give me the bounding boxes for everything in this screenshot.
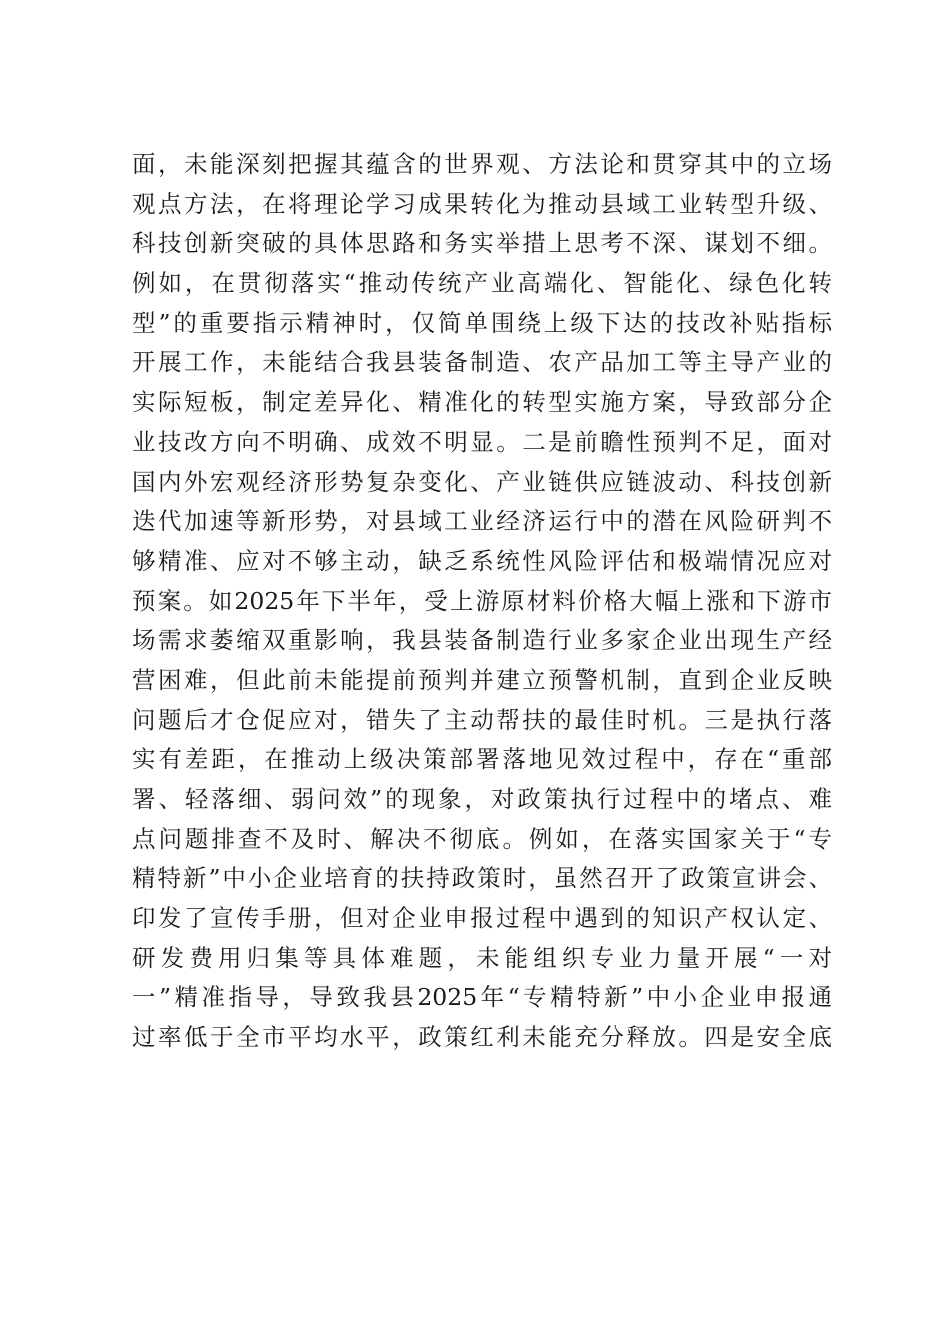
text-line: 署、轻落细、弱问效”的现象，对政策执行过程中的堵点、难 (132, 785, 832, 813)
text-line: 点问题排查不及时、解决不彻底。例如，在落实国家关于“专 (132, 824, 832, 853)
text-line: 精特新”中小企业培育的扶持政策时，虽然召开了政策宣讲会、 (132, 864, 832, 893)
text-line: 一”精准指导，导致我县2025年“专精特新”中小企业申报通 (132, 983, 832, 1012)
text-line: 预案。如2025年下半年，受上游原材料价格大幅上涨和下游市 (132, 586, 832, 615)
text-line: 观点方法，在将理论学习成果转化为推动县域工业转型升级、 (132, 189, 832, 218)
text-line: 国内外宏观经济形势复杂变化、产业链供应链波动、科技创新 (132, 467, 832, 496)
text-line: 营困难，但此前未能提前预判并建立预警机制，直到企业反映 (132, 665, 832, 694)
text-line: 面，未能深刻把握其蕴含的世界观、方法论和贯穿其中的立场 (132, 150, 832, 178)
text-line: 例如，在贯彻落实“推动传统产业高端化、智能化、绿色化转 (132, 269, 832, 298)
text-line: 研发费用归集等具体难题，未能组织专业力量开展“一对 (132, 943, 832, 972)
text-line: 过率低于全市平均水平，政策红利未能充分释放。四是安全底 (132, 1023, 832, 1052)
text-line: 实有差距，在推动上级决策部署落地见效过程中，存在“重部 (132, 745, 832, 774)
text-line: 科技创新突破的具体思路和务实举措上思考不深、谋划不细。 (132, 229, 832, 258)
body-paragraph (132, 145, 832, 1058)
text-line: 业技改方向不明确、成效不明显。二是前瞻性预判不足，面对 (132, 427, 832, 456)
text-line: 迭代加速等新形势，对县域工业经济运行中的潜在风险研判不 (132, 507, 832, 536)
text-line: 场需求萎缩双重影响，我县装备制造行业多家企业出现生产经 (132, 626, 832, 655)
text-line: 开展工作，未能结合我县装备制造、农产品加工等主导产业的 (132, 348, 832, 377)
text-line: 印发了宣传手册，但对企业申报过程中遇到的知识产权认定、 (132, 904, 832, 933)
text-line: 型”的重要指示精神时，仅简单围绕上级下达的技改补贴指标 (132, 308, 832, 337)
text-line: 够精准、应对不够主动，缺乏系统性风险评估和极端情况应对 (132, 546, 832, 575)
text-line: 问题后才仓促应对，错失了主动帮扶的最佳时机。三是执行落 (132, 705, 832, 734)
text-line: 实际短板，制定差异化、精准化的转型实施方案，导致部分企 (132, 388, 832, 417)
